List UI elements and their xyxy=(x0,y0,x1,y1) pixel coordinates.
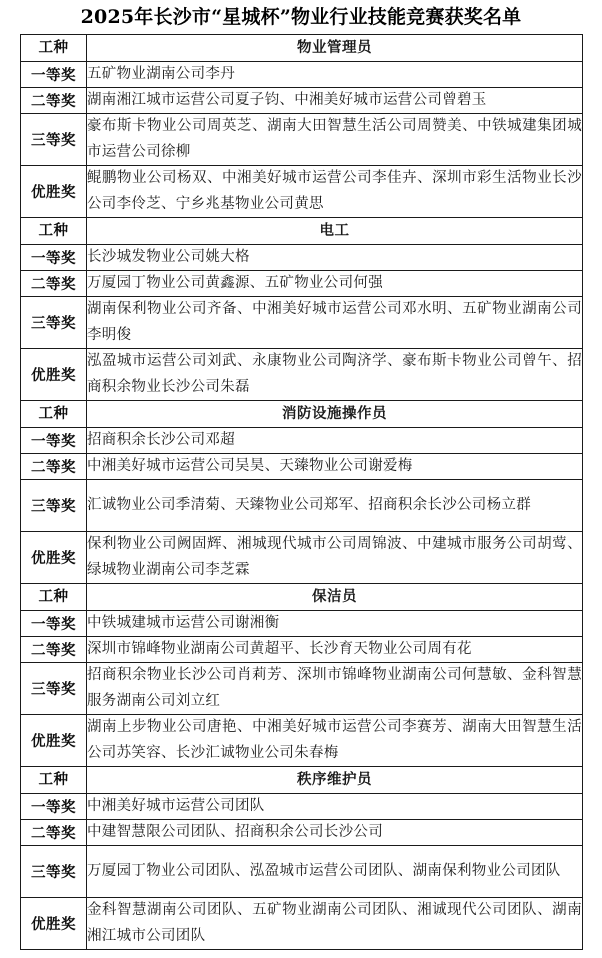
award-winners-text: 万厦园丁物业公司团队、泓盈城市运营公司团队、湖南保利物业公司团队 xyxy=(87,862,561,879)
table-row xyxy=(21,663,583,715)
award-winners-cell xyxy=(87,480,583,532)
award-rank-cell: 三等奖 xyxy=(21,846,87,898)
award-winners-cell xyxy=(87,349,583,401)
section-header-row xyxy=(21,218,583,245)
award-rank-cell: 三等奖 xyxy=(21,480,87,532)
table-row xyxy=(21,715,583,767)
award-rank-cell: 一等奖 xyxy=(21,62,87,88)
award-winners-text: 中湘美好城市运营公司团队 xyxy=(87,798,265,814)
award-table-container xyxy=(20,34,582,950)
table-row xyxy=(21,428,583,454)
award-winners-text: 湖南上步物业公司唐艳、中湘美好城市运营公司李赛芳、湖南大田智慧生活公司苏笑容、长沙汇诚物业公司朱春梅 xyxy=(87,719,582,761)
award-rank-cell: 二等奖 xyxy=(21,454,87,480)
award-rank-cell: 一等奖 xyxy=(21,794,87,820)
award-winners-text: 豪布斯卡物业公司周英芝、湖南大田智慧生活公司周赞美、中铁城建集团城市运营公司徐柳 xyxy=(87,118,582,160)
table-row xyxy=(21,637,583,663)
award-winners-cell xyxy=(87,428,583,454)
award-rank-cell: 优胜奖 xyxy=(21,166,87,218)
award-rank-cell: 优胜奖 xyxy=(21,532,87,584)
rank-column-header: 工种 xyxy=(21,218,87,245)
award-winners-cell xyxy=(87,62,583,88)
award-winners-text: 泓盈城市运营公司刘武、永康物业公司陶济学、豪布斯卡物业公司曾午、招商积余物业长沙公司朱磊 xyxy=(87,353,582,395)
award-winners-text: 万厦园丁物业公司黄鑫源、五矿物业公司何强 xyxy=(87,275,383,291)
award-rank-cell: 三等奖 xyxy=(21,663,87,715)
section-header-row xyxy=(21,401,583,428)
award-rank-cell: 二等奖 xyxy=(21,637,87,663)
table-row xyxy=(21,88,583,114)
award-winners-cell xyxy=(87,898,583,950)
award-rank-cell: 二等奖 xyxy=(21,271,87,297)
award-winners-cell xyxy=(87,166,583,218)
award-winners-cell xyxy=(87,114,583,166)
document-page xyxy=(0,2,602,958)
award-winners-text: 汇诚物业公司季清菊、天臻物业公司郑军、招商积余长沙公司杨立群 xyxy=(87,496,531,513)
award-winners-cell xyxy=(87,637,583,663)
award-winners-text: 保利物业公司阙固辉、湘城现代城市公司周锦波、中建城市服务公司胡莺、绿城物业湖南公司李芝霖 xyxy=(87,536,582,578)
rank-column-header: 工种 xyxy=(21,767,87,794)
table-row xyxy=(21,271,583,297)
table-row xyxy=(21,245,583,271)
award-winners-cell xyxy=(87,245,583,271)
section-job-title: 物业管理员 xyxy=(87,35,583,62)
award-rank-cell: 二等奖 xyxy=(21,820,87,846)
award-winners-text: 中湘美好城市运营公司吴昊、天臻物业公司谢爱梅 xyxy=(87,458,413,474)
award-winners-text: 招商积余物业长沙公司肖莉芳、深圳市锦峰物业湖南公司何慧敏、金科智慧服务湖南公司刘立红 xyxy=(87,667,582,709)
table-row xyxy=(21,166,583,218)
section-header-row xyxy=(21,584,583,611)
award-winners-cell xyxy=(87,663,583,715)
award-winners-cell xyxy=(87,715,583,767)
table-row xyxy=(21,846,583,898)
table-row xyxy=(21,114,583,166)
award-winners-text: 湖南湘江城市运营公司夏子钧、中湘美好城市运营公司曾碧玉 xyxy=(87,92,487,108)
award-winners-cell xyxy=(87,794,583,820)
rank-column-header: 工种 xyxy=(21,35,87,62)
award-rank-cell: 优胜奖 xyxy=(21,898,87,950)
award-winners-text: 中铁城建城市运营公司谢湘衡 xyxy=(87,615,280,631)
award-rank-cell: 二等奖 xyxy=(21,88,87,114)
award-winners-text: 鲲鹏物业公司杨双、中湘美好城市运营公司李佳卉、深圳市彩生活物业长沙公司李伶芝、宁乡兆基物业公司黄思 xyxy=(87,170,582,212)
award-rank-cell: 一等奖 xyxy=(21,245,87,271)
table-row xyxy=(21,297,583,349)
award-winners-text: 五矿物业湖南公司李丹 xyxy=(87,66,235,82)
rank-column-header: 工种 xyxy=(21,584,87,611)
award-winners-text: 湖南保利物业公司齐备、中湘美好城市运营公司邓水明、五矿物业湖南公司李明俊 xyxy=(87,301,582,343)
award-winners-cell xyxy=(87,88,583,114)
section-job-title: 保洁员 xyxy=(87,584,583,611)
section-job-title: 消防设施操作员 xyxy=(87,401,583,428)
award-winners-text: 招商积余长沙公司邓超 xyxy=(87,432,235,448)
award-winners-cell xyxy=(87,454,583,480)
award-table xyxy=(20,34,583,950)
table-row xyxy=(21,898,583,950)
award-winners-cell xyxy=(87,532,583,584)
award-winners-cell xyxy=(87,820,583,846)
award-winners-text: 金科智慧湖南公司团队、五矿物业湖南公司团队、湘诚现代公司团队、湖南湘江城市公司团队 xyxy=(87,902,582,944)
section-header-row xyxy=(21,767,583,794)
award-rank-cell: 一等奖 xyxy=(21,611,87,637)
table-row xyxy=(21,62,583,88)
award-winners-cell xyxy=(87,611,583,637)
award-winners-cell xyxy=(87,846,583,898)
table-row xyxy=(21,532,583,584)
award-table-body xyxy=(21,35,583,950)
award-winners-cell xyxy=(87,297,583,349)
award-winners-cell xyxy=(87,271,583,297)
table-row xyxy=(21,454,583,480)
award-winners-text: 深圳市锦峰物业湖南公司黄超平、长沙育天物业公司周有花 xyxy=(87,641,472,657)
rank-column-header: 工种 xyxy=(21,401,87,428)
award-rank-cell: 三等奖 xyxy=(21,297,87,349)
award-rank-cell: 一等奖 xyxy=(21,428,87,454)
table-row xyxy=(21,611,583,637)
award-rank-cell: 优胜奖 xyxy=(21,349,87,401)
section-header-row xyxy=(21,35,583,62)
award-winners-text: 长沙城发物业公司姚大格 xyxy=(87,249,250,265)
section-job-title: 电工 xyxy=(87,218,583,245)
section-job-title: 秩序维护员 xyxy=(87,767,583,794)
award-rank-cell: 三等奖 xyxy=(21,114,87,166)
table-row xyxy=(21,349,583,401)
table-row xyxy=(21,480,583,532)
award-winners-text: 中建智慧限公司团队、招商积余公司长沙公司 xyxy=(87,824,383,840)
page-title: 2025年长沙市“星城杯”物业行业技能竞赛获奖名单 xyxy=(80,6,522,28)
award-rank-cell: 优胜奖 xyxy=(21,715,87,767)
table-row xyxy=(21,794,583,820)
table-row xyxy=(21,820,583,846)
